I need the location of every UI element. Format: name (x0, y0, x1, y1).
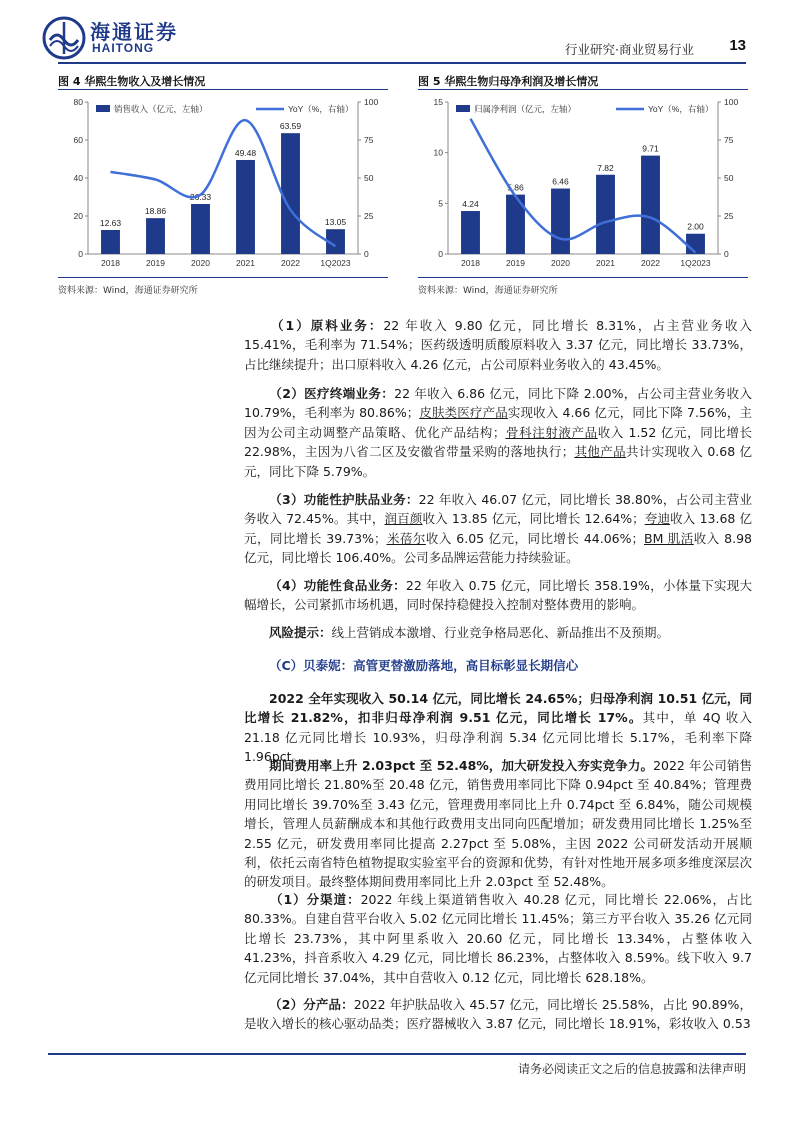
haitong-emblem-icon (42, 16, 86, 60)
left-tick-label: 0 (438, 249, 443, 259)
paragraph-medical-terminal (244, 384, 752, 481)
figure-5-profit-chart (418, 92, 748, 272)
paragraph-functional-food (244, 576, 752, 615)
expense-text: 2022 年公司销售费用同比增长 21.80%至 20.48 亿元，销售费用率同比下降 0.94pct 至 40.84%；管理费用同比增长 39.70%至 3.43 亿元，管理费用率同比上升 0.74pct 至 6.84%，随公司规模增长，管理人员薪酬成本和其他行政费用支出同向匹配增加；研发费用同比增长 1.25%至 2.55 亿元，研发费用率同比提高 2.27pct 至 5.08%，主因 2022 公司研发活动开展顺利，依托云南省特色植物提取实验室平台的资源和优势，有针对性地开展多项多维度深层次的研发项目。最终整体期间费用率同比上升 2.03pct 至 52.48%。 (244, 758, 752, 890)
brand-runbaiyan: 润百颜 (384, 511, 423, 527)
bar (191, 204, 210, 254)
bar (101, 230, 120, 254)
figure-5-source: 资料来源：Wind，海通证券研究所 (418, 286, 558, 296)
medical-link-ortho: 骨科注射液产品 (505, 424, 598, 440)
section-heading-botanee (244, 656, 752, 675)
x-tick-label: 2019 (146, 258, 165, 268)
right-tick-label: 50 (724, 173, 734, 183)
bar (281, 133, 300, 254)
paragraph-raw-material (244, 316, 752, 374)
x-tick-label: 2022 (281, 258, 300, 268)
left-tick-label: 10 (433, 147, 443, 158)
raw-material-text: 22 年收入 9.80 亿元，同比增长 8.31%，占主营业务收入 15.41%，毛利率为 71.54%；医药级透明质酸原料收入 3.37 亿元，同比增长 33.73%，占比继续提升；出口原料收入 4.26 亿元，占公司原料业务收入的 43.45%。 (244, 318, 753, 372)
legend-bar-swatch (96, 105, 110, 112)
left-tick-label: 40 (73, 173, 83, 183)
bar (551, 189, 570, 254)
paragraph-annual-results (244, 689, 752, 767)
right-tick-label: 50 (364, 173, 374, 183)
annual-results-bold: 2022 全年实现收入 50.14 亿元，同比增长 24.65%；归母净利润 10.51 亿元，同比增长 21.82%，扣非归母净利润 9.51 亿元，同比增长 17%。 (244, 691, 752, 726)
food-lead: （4）功能性食品业务： (269, 578, 406, 593)
right-tick-label: 0 (724, 249, 729, 259)
figure-4-top-rule (58, 89, 388, 90)
bar-data-label: 7.82 (597, 162, 614, 173)
medical-text-2: 实现收入 4.66 亿元，同比下降 7.56%，主因为公司主动调整产品策略、优化产品结构； (244, 405, 752, 440)
bar-data-label: 63.59 (279, 121, 302, 132)
bar-data-label: 6.46 (552, 176, 569, 187)
right-tick-label: 0 (364, 249, 369, 259)
yoy-line (471, 119, 696, 253)
figure-4-revenue-chart (58, 92, 388, 272)
footer-rule (48, 1053, 746, 1055)
channel-text: 2022 年线上渠道销售收入 40.28 亿元，同比增长 22.06%，占比 80.33%。自建自营平台收入 5.02 亿元同比增长 11.45%；第三方平台收入 35.26 亿元同比增长 23.73%，其中阿里系收入 20.60 亿元，同比增长 13.34%，占整体收入 41.23%，抖音系收入 4.29 亿元，同比增长 86.23%，占整体收入 8.59%。线下收入 9.7 亿元同比增长 37.04%，其中自营收入 0.12 亿元，同比增长 628.18%。 (244, 892, 752, 985)
bar-data-label: 4.24 (462, 199, 479, 210)
x-tick-label: 2018 (461, 258, 480, 268)
legend-bar-swatch (456, 105, 470, 112)
right-tick-label: 25 (364, 211, 374, 221)
right-tick-label: 25 (724, 211, 734, 221)
left-tick-label: 0 (78, 249, 83, 259)
bar (146, 218, 165, 254)
risk-lead: 风险提示： (269, 625, 332, 640)
raw-material-lead: （1）原料业务： (269, 318, 384, 333)
legend-bar-label: 销售收入（亿元，左轴） (114, 104, 208, 114)
figure-5-title: 图 5 华熙生物归母净利润及增长情况 (418, 75, 599, 88)
right-tick-label: 100 (364, 97, 379, 107)
yoy-line (111, 120, 336, 246)
paragraph-skincare (244, 490, 752, 568)
haitong-logo (42, 16, 192, 62)
medical-link-skin: 皮肤类医疗产品 (419, 405, 508, 421)
right-tick-label: 75 (364, 135, 374, 145)
product-text: 2022 年护肤品收入 45.57 亿元，同比增长 25.58%，占比 90.89%，是收入增长的核心驱动品类；医疗器械收入 3.87 亿元，同比增长 18.91%，彩妆收入 0.53 (244, 997, 752, 1032)
risk-text: 线上营销成本激增、行业竞争格局恶化、新品推出不及预期。 (331, 625, 670, 640)
medical-text-3: 收入 1.52 亿元，同比增长 22.98%，主因为八省二区及安徽省带量采购的落地执行； (244, 424, 752, 460)
right-tick-label: 100 (724, 97, 739, 107)
brand-bm: BM 肌活 (644, 530, 694, 546)
brand-kuadi: 夸迪 (644, 511, 671, 527)
logo-chinese-text: 海通证券 (90, 20, 178, 44)
paragraph-risk (244, 623, 752, 642)
x-tick-label: 2018 (101, 258, 120, 268)
left-tick-label: 20 (73, 211, 83, 221)
skincare-text-2: 收入 13.85 亿元，同比增长 12.64%； (422, 511, 645, 527)
bar-data-label: 13.05 (324, 217, 347, 228)
bar (236, 160, 255, 254)
x-tick-label: 2022 (641, 258, 660, 268)
figure-5-bottom-rule (418, 277, 748, 278)
paragraph-by-product (244, 995, 752, 1034)
medical-lead: （2）医疗终端业务： (269, 386, 395, 401)
right-tick-label: 75 (724, 135, 734, 145)
channel-lead: （1）分渠道： (269, 892, 361, 907)
figure-5-top-rule (418, 89, 748, 90)
x-tick-label: 2021 (236, 258, 255, 268)
skincare-text-1: 22 年收入 46.07 亿元，同比增长 38.80%，占公司主营业务收入 72.45%。其中， (244, 492, 753, 527)
x-tick-label: 2021 (596, 258, 615, 268)
x-tick-label: 1Q2023 (680, 258, 711, 268)
product-lead: （2）分产品： (269, 997, 354, 1012)
figure-4-title: 图 4 华熙生物收入及增长情况 (58, 75, 206, 88)
skincare-lead: （3）功能性护肤品业务： (269, 492, 419, 507)
medical-text-1: 22 年收入 6.86 亿元，同比下降 2.00%，占公司主营业务收入 10.79%，毛利率为 80.86%； (244, 386, 753, 421)
left-tick-label: 5 (438, 198, 443, 209)
footer-disclaimer: 请务必阅读正文之后的信息披露和法律声明 (517, 1062, 746, 1076)
report-section: 行业研究·商业贸易行业 (565, 42, 694, 57)
bar (461, 211, 480, 254)
logo-english-text: HAITONG (92, 41, 155, 55)
bar-data-label: 5.86 (507, 182, 524, 193)
legend-line-label: YoY（%，右轴） (648, 104, 714, 114)
legend-bar-label: 归属净利润（亿元，左轴） (474, 104, 577, 114)
figure-4-bottom-rule (58, 277, 388, 278)
bar-data-label: 2.00 (687, 221, 704, 232)
x-tick-label: 1Q2023 (320, 258, 351, 268)
bar-data-label: 9.71 (642, 143, 659, 154)
paragraph-by-channel (244, 890, 752, 987)
bar-data-label: 18.86 (144, 206, 167, 217)
food-text: 22 年收入 0.75 亿元，同比增长 358.19%，小体量下实现大幅增长，公司紧抓市场机遇，同时保持稳健投入控制对整体费用的影响。 (244, 578, 753, 613)
bar (596, 175, 615, 254)
x-tick-label: 2020 (551, 258, 570, 268)
left-tick-label: 80 (73, 97, 83, 107)
bar (641, 156, 660, 254)
x-tick-label: 2019 (506, 258, 525, 268)
bar-data-label: 12.63 (99, 218, 122, 229)
left-tick-label: 60 (73, 135, 83, 145)
skincare-text-5: 收入 8.98 亿元，同比增长 106.40%。公司多品牌运营能力持续验证。 (244, 530, 752, 566)
x-tick-label: 2020 (191, 258, 210, 268)
paragraph-expense-ratio (244, 756, 752, 892)
medical-link-other: 其他产品 (574, 444, 626, 460)
legend-line-label: YoY（%，右轴） (288, 104, 354, 114)
header-rule (58, 62, 746, 64)
skincare-text-3: 收入 13.68 亿元，同比增长 39.73%； (244, 511, 752, 546)
skincare-text-4: 收入 6.05 亿元，同比增长 44.06%； (425, 530, 644, 546)
section-heading-text: （C）贝泰妮：高管更替激励落地，高目标彰显长期信心 (269, 658, 579, 673)
annual-results-text: 其中，单 4Q 收入 21.18 亿元同比增长 10.93%，归母净利润 5.34 亿元同比增长 5.17%，毛利率下降 1.96pct。 (244, 710, 752, 765)
figure-4-source: 资料来源：Wind，海通证券研究所 (58, 286, 198, 296)
brand-mibeier: 米蓓尔 (386, 530, 426, 546)
page-number: 13 (729, 37, 746, 54)
expense-bold: 期间费用率上升 2.03pct 至 52.48%，加大研发投入夯实竞争力。 (269, 758, 654, 773)
left-tick-label: 15 (433, 97, 443, 107)
bar-data-label: 26.33 (189, 191, 212, 202)
bar-data-label: 49.48 (234, 147, 257, 158)
medical-text-4: 共计实现收入 0.68 亿元，同比下降 5.79%。 (244, 444, 752, 479)
